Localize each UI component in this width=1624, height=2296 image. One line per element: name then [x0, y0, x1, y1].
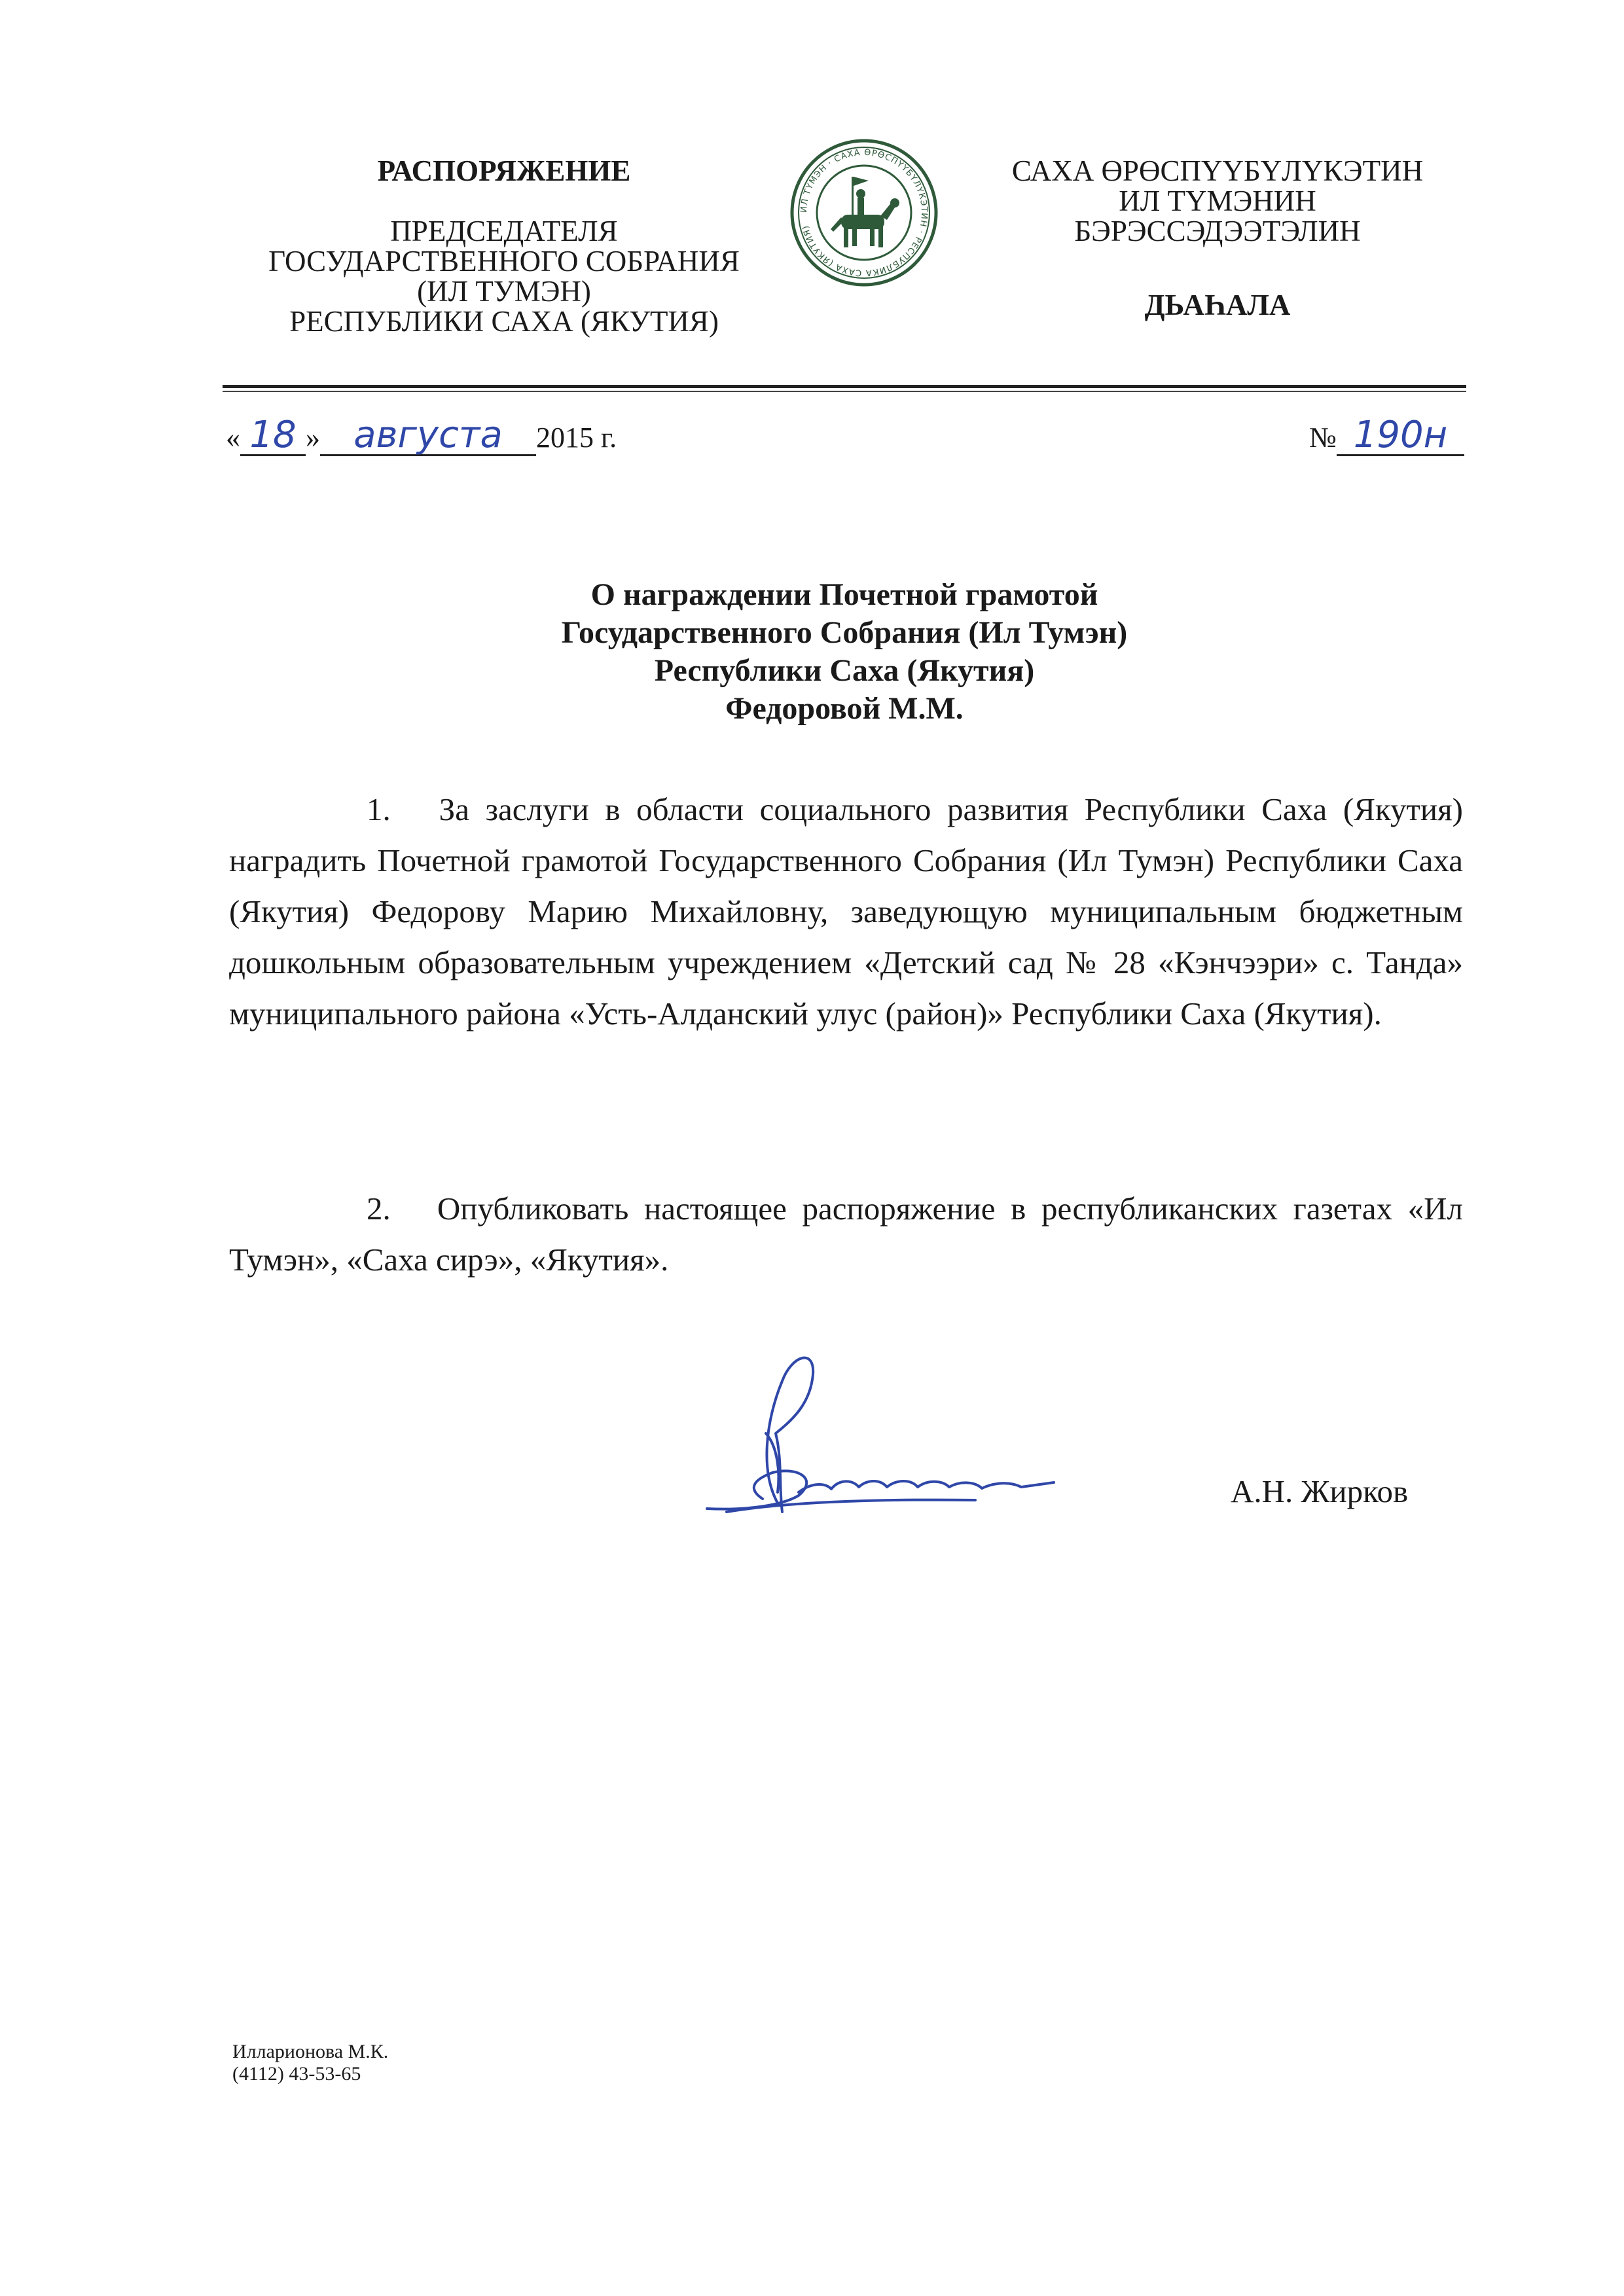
issuer-line-sakha: САХА ӨРӨСПҮҮБҮЛҮКЭТИН: [1011, 154, 1424, 187]
paragraph-2-text: 2. Опубликовать настоящее распоряжение в республиканских газетах «Ил Тумэн», «Саха сирэ», «Якутия».: [229, 1191, 1463, 1278]
number-prefix: №: [1309, 422, 1337, 454]
emblem-ring-text: ИЛ ТҮМЭН · САХА ӨРӨСПҮҮБҮЛҮКЭТИН · РЕСПУБЛИКА САХА (ЯКУТИЯ): [799, 147, 929, 278]
left-header-issuer: [223, 216, 785, 336]
date-day: 18: [249, 414, 297, 456]
date-day-field: [240, 414, 306, 456]
issuer-line: ПРЕДСЕДАТЕЛЯ: [390, 215, 618, 247]
date-line: [226, 414, 617, 456]
document-title: [223, 576, 1466, 728]
right-header-issuer: [969, 156, 1466, 246]
order-type-ru: РАСПОРЯЖЕНИЕ: [377, 154, 631, 187]
executor-info: [232, 2041, 388, 2085]
date-open-quote: «: [226, 422, 240, 454]
svg-text:ИЛ ТҮМЭН · САХА ӨРӨСПҮҮБҮЛҮКЭТ: [799, 148, 929, 278]
signer-name: А.Н. Жирков: [1231, 1473, 1409, 1509]
emblem-seal: [789, 137, 939, 288]
right-header-title: [969, 290, 1466, 320]
emblem-icon: [789, 137, 939, 288]
title-line: Республики Саха (Якутия): [654, 653, 1035, 688]
number-line: [1309, 414, 1464, 456]
paragraph-1-text: 1. За заслуги в области социального развития Республики Саха (Якутия) наградить Почетной грамотой Государственного Собрания (Ил Тумэн) Республики Саха (Якутия) Федорову Марию Михайловну, заведующую муниципальным бюджетным дошкольным образовательным учреждением «Детский сад № 28 «Кэнчээри» с. Танда» муниципального района «Усть-Алданский улус (район)» Республики Саха (Якутия).: [229, 791, 1463, 1031]
title-line: Федоровой М.М.: [725, 691, 964, 726]
left-header-title: [223, 156, 785, 186]
paragraph-1: [229, 784, 1463, 1039]
title-line: Государственного Собрания (Ил Тумэн): [561, 615, 1128, 650]
header-rule-thick: [223, 385, 1466, 388]
number-field: [1337, 414, 1464, 456]
issuer-line-sakha: БЭРЭССЭДЭЭТЭЛИН: [1074, 215, 1361, 247]
issuer-line-sakha: ИЛ ТҮМЭНИН: [1119, 185, 1316, 217]
date-year: 2015 г.: [536, 422, 617, 454]
horse-rider-icon: [831, 177, 899, 247]
executor-name: Илларионова М.К.: [232, 2041, 389, 2062]
header-rule-thin: [223, 391, 1466, 392]
signature-icon: [668, 1342, 1074, 1532]
issuer-line: РЕСПУБЛИКИ САХА (ЯКУТИЯ): [289, 305, 719, 338]
order-type-sakha: ДЬАҺАЛА: [1144, 289, 1291, 321]
paragraph-2: [229, 1183, 1463, 1285]
date-month-field: [320, 414, 536, 456]
title-line: О награждении Почетной грамотой: [590, 577, 1098, 612]
date-month: августа: [353, 414, 503, 456]
date-close-quote: »: [306, 422, 320, 454]
issuer-line: ГОСУДАРСТВЕННОГО СОБРАНИЯ: [268, 245, 740, 278]
signature: [668, 1342, 1074, 1532]
number-value: 190н: [1353, 414, 1448, 456]
issuer-line: (ИЛ ТУМЭН): [417, 275, 591, 308]
executor-phone: (4112) 43-53-65: [232, 2063, 361, 2085]
